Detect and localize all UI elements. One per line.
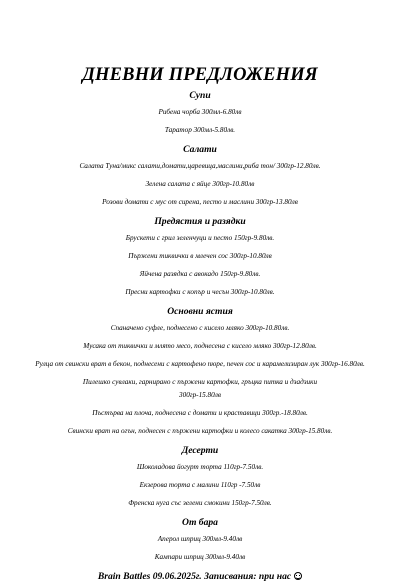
menu-item: Таратор 300мл-5.80лв. bbox=[164, 126, 236, 134]
smiley-icon bbox=[294, 572, 302, 580]
menu-item: Спаначено суфле, поднесено с кисело мляко 300гр-10.80лв. bbox=[110, 324, 290, 332]
event-announcement-text: Brain Battles 09.06.2025г. Записвания: при нас bbox=[97, 571, 292, 582]
page-title: ДНЕВНИ ПРЕДЛОЖЕНИЯ bbox=[82, 65, 318, 85]
menu-item: Яйчена разядка с авокадо 150гр-9.80лв. bbox=[139, 270, 261, 278]
menu-item: Аперол шприц 300мл-9.40лв bbox=[157, 535, 243, 543]
menu-item: Мусака от тиквички и млято месо, поднесена с кисело мляко 300гр-12.80лв. bbox=[83, 342, 317, 350]
menu-item: Розови домати с мус от сирена, песто и маслини 300гр-13.80лв bbox=[102, 198, 298, 206]
menu-item: Френска нуга със зелени смокини 150гр-7.50лв. bbox=[128, 499, 272, 507]
menu-item: Пилешко сувлаки, гарнирано с пържени картофки, гръцка питка и дзадзики bbox=[82, 378, 318, 386]
menu-item: Пресни картофки с копър и чесън 300гр-10.80лв. bbox=[125, 288, 275, 296]
menu-item: Екзерова торта с малини 110гр -7.50лв bbox=[139, 481, 261, 489]
menu-item: Салата Туна/микс салати,домати,царевица,маслини,риба тон/ 300гр-12.80лв. bbox=[79, 162, 321, 170]
section-heading-desserts: Десерти bbox=[181, 445, 219, 456]
menu-item: Кампари шприц 300мл-9.40лв bbox=[154, 553, 246, 561]
section-heading-bar: От бара bbox=[182, 517, 218, 528]
section-heading-starters: Предястия и разядки bbox=[154, 216, 246, 227]
event-announcement bbox=[0, 571, 400, 583]
menu-item: Пъстърва на плоча, поднесена с домати и краставици 300гр.-18.80лв. bbox=[92, 409, 308, 417]
menu-item-continuation: 300гр-15.80лв bbox=[179, 391, 221, 399]
menu-item: Брускети с грил зеленчуци и песто 150гр-9.80лв. bbox=[125, 234, 275, 242]
menu-item: Рибена чорба 300мл-6.80лв bbox=[158, 108, 242, 116]
menu-item: Рулца от свински врат в бекон, поднесени с картофено пюре, печен сос и карамелизиран лук 300гр-16.80лв. bbox=[35, 360, 365, 368]
menu-item: Пържени тиквички в млечен сос 300гр-10.80лв bbox=[128, 252, 272, 260]
menu-item: Шоколадова йогурт торта 110гр-7.50лв. bbox=[136, 463, 264, 471]
menu-item: Зелена салата с яйце 300гр-10.80лв bbox=[145, 180, 255, 188]
section-heading-salads: Салати bbox=[183, 144, 217, 155]
section-heading-mains: Основни ястия bbox=[167, 306, 233, 317]
section-heading-soups: Супи bbox=[189, 90, 211, 101]
menu-item: Свински врат на огън, поднесен с пържени картофки и колесо сакатка 300гр-15.80лв. bbox=[67, 427, 333, 435]
